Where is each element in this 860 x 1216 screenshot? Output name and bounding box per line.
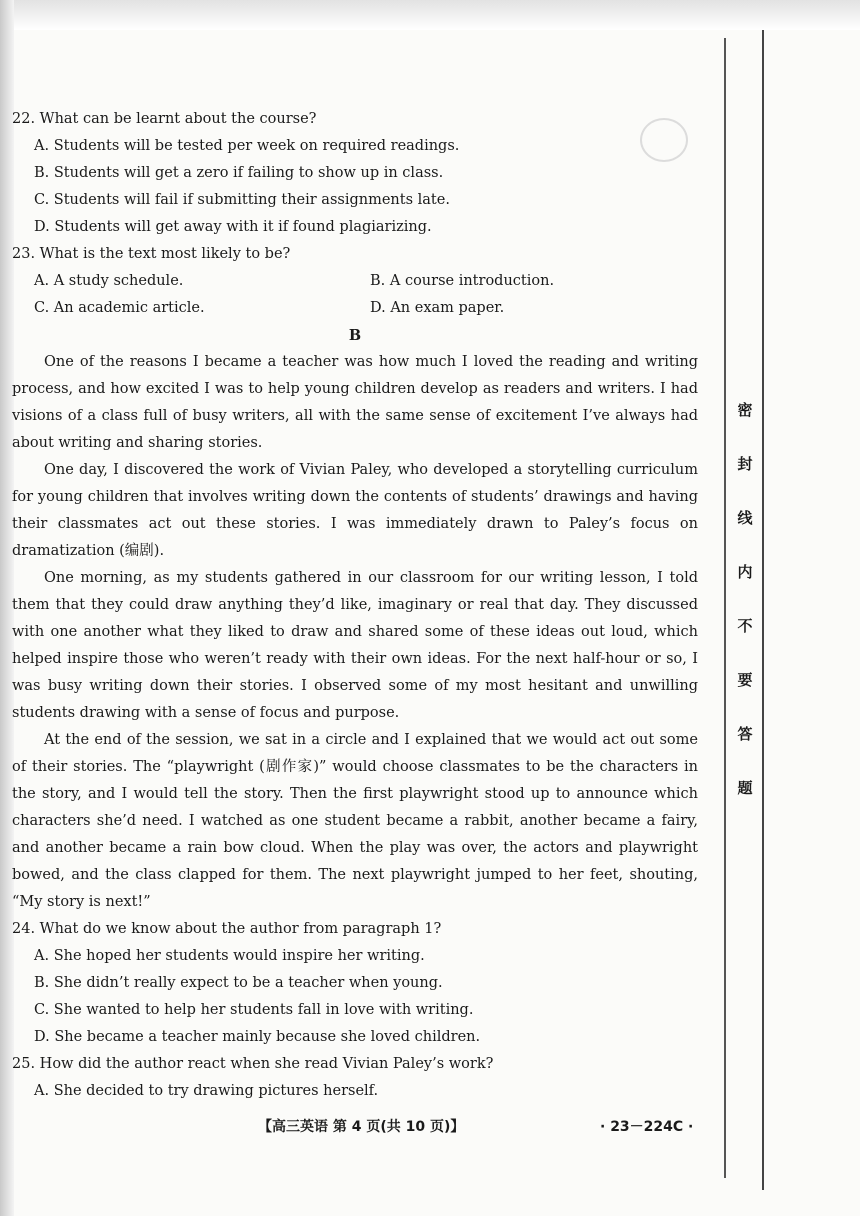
- seal-char: 线: [737, 509, 753, 527]
- question-stem: 22. What can be learnt about the course?: [12, 111, 317, 127]
- answer-option: A. She decided to try drawing pictures herself.: [34, 1083, 379, 1099]
- seal-char: 题: [737, 779, 753, 797]
- answer-option: A. She hoped her students would inspire her writing.: [34, 948, 425, 964]
- answer-option-row: [12, 268, 698, 295]
- page-number-label: 【高三英语 第 4 页(共 10 页)】: [258, 1119, 465, 1135]
- answer-option-row: [12, 295, 698, 322]
- answer-option: B. She didn’t really expect to be a teacher when young.: [34, 975, 443, 991]
- passage-paragraph: One morning, as my students gathered in our classroom for our writing lesson, I told them that they could draw anything they’d like, imaginary or real that day. They discussed with one another what they liked to draw and shared some of these ideas out loud, which helped inspire those who weren’t ready with their own ideas. For the next half-hour or so, I was busy writing down their stories. I observed some of my most hesitant and unwilling students drawing with a sense of focus and purpose.: [12, 570, 698, 721]
- answer-option: C. An academic article.: [34, 300, 205, 316]
- answer-option: C. She wanted to help her students fall in love with writing.: [34, 1002, 474, 1018]
- binding-margin-line: [724, 38, 726, 1178]
- seal-line-notice: [735, 400, 755, 832]
- section-heading: B: [348, 327, 362, 344]
- answer-option: D. She became a teacher mainly because she loved children.: [34, 1029, 481, 1045]
- exam-code: · 23－224C ·: [600, 1119, 694, 1135]
- page-content: [12, 106, 698, 1105]
- answer-option: A. A study schedule.: [34, 273, 184, 289]
- answer-option: B. A course introduction.: [370, 273, 555, 289]
- seal-char: 密: [737, 401, 753, 419]
- passage-paragraph: One of the reasons I became a teacher was how much I loved the reading and writing process, and how excited I was to help young children develop as readers and writers. I had visions of a class full of busy writers, all with the same sense of excitement I’ve always had about writing and sharing stories.: [12, 354, 698, 451]
- question-stem: 23. What is the text most likely to be?: [12, 246, 291, 262]
- scan-shadow-top: [0, 0, 860, 30]
- answer-option: A. Students will be tested per week on required readings.: [34, 138, 460, 154]
- answer-option: D. Students will get away with it if found plagiarizing.: [34, 219, 432, 235]
- question-stem: 25. How did the author react when she read Vivian Paley’s work?: [12, 1056, 494, 1072]
- seal-char: 答: [737, 725, 753, 743]
- seal-char: 内: [737, 563, 753, 581]
- answer-option: C. Students will fail if submitting their assignments late.: [34, 192, 450, 208]
- seal-char: 要: [737, 671, 753, 689]
- passage-paragraph: One day, I discovered the work of Vivian Paley, who developed a storytelling curriculum for young children that involves writing down the contents of students’ drawings and having their classmates act out these stories. I was immediately drawn to Paley’s focus on dramatization (编剧).: [12, 462, 698, 559]
- passage-paragraph: At the end of the session, we sat in a circle and I explained that we would act out some of their stories. The “playwright (剧作家)” would choose classmates to be the characters in the story, and I would tell the story. Then the first playwright stood up to announce which characters she’d need. I watched as one student became a rabbit, another became a fairy, and another became a rain bow cloud. When the play was over, the actors and playwright bowed, and the class clapped for them. The next playwright jumped to her feet, shouting, “My story is next!”: [12, 732, 698, 910]
- question-stem: 24. What do we know about the author from paragraph 1?: [12, 921, 442, 937]
- binding-margin-line-outer: [762, 30, 764, 1190]
- seal-char: 不: [737, 617, 753, 635]
- answer-option: D. An exam paper.: [370, 300, 505, 316]
- seal-char: 封: [737, 455, 753, 473]
- answer-option: B. Students will get a zero if failing to show up in class.: [34, 165, 444, 181]
